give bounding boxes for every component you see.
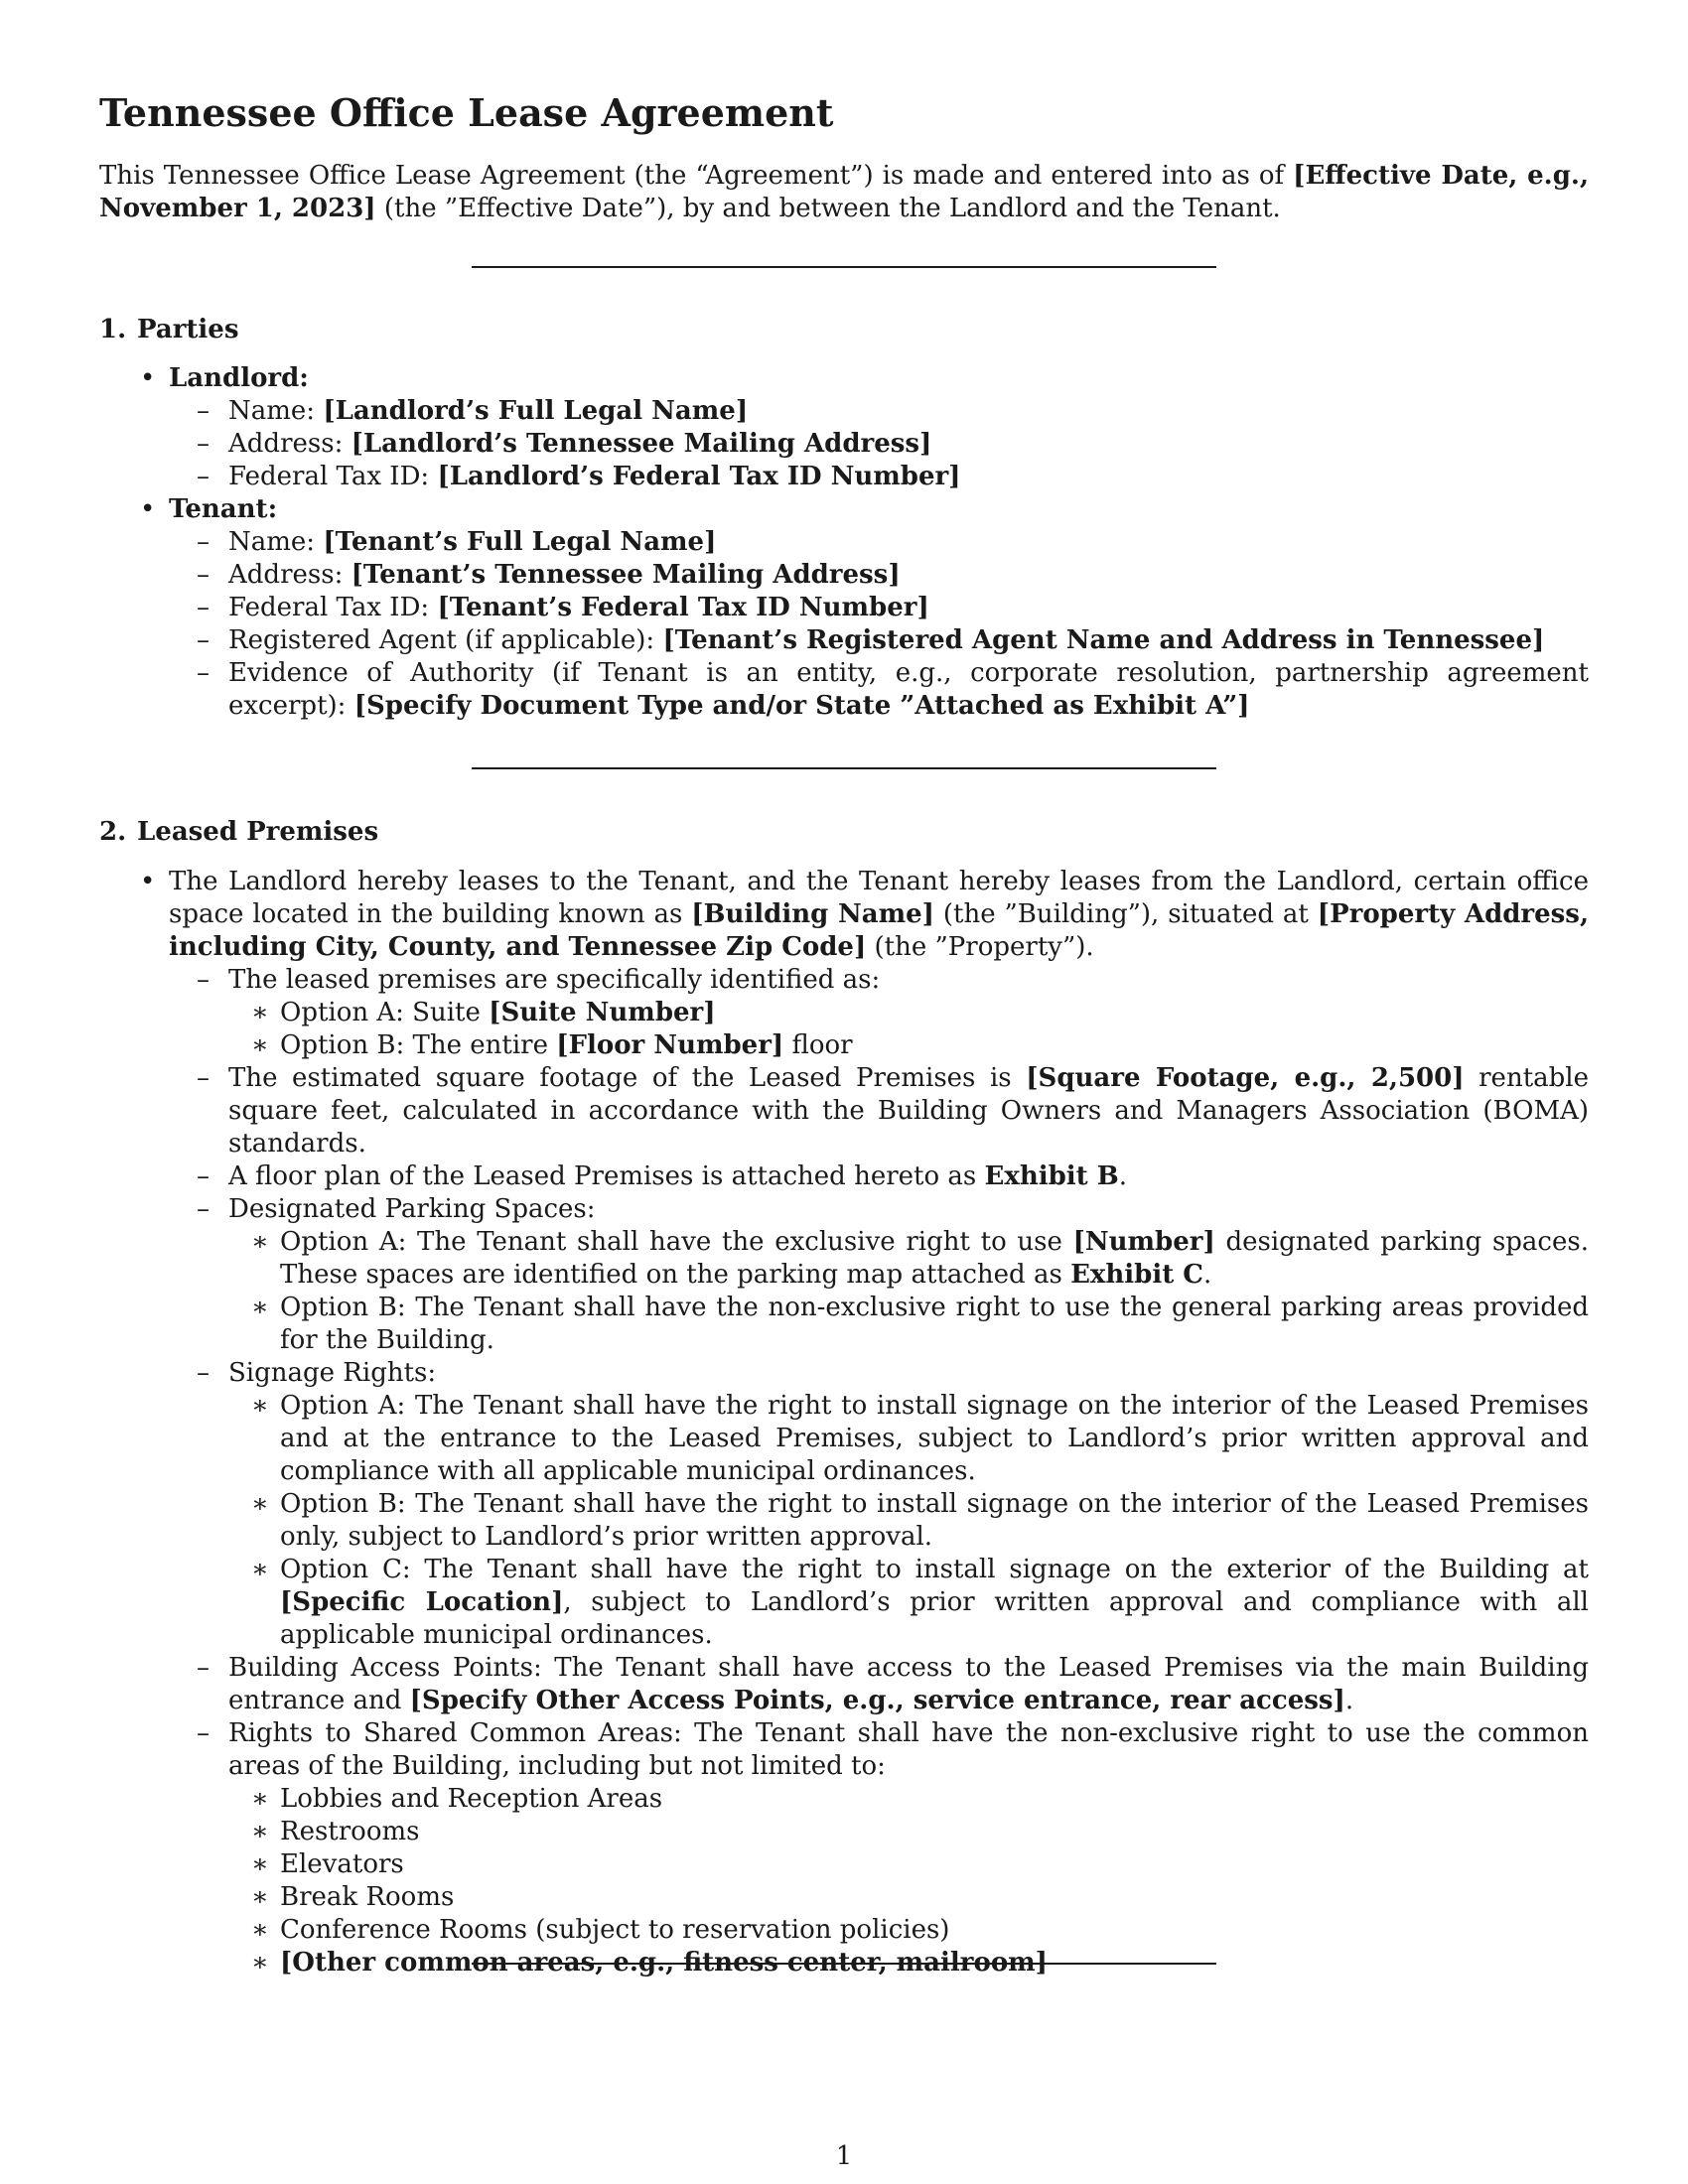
common-area-item: Restrooms (280, 1817, 420, 1846)
body-text: The Landlord hereby leases to the Tenant, and the Tenant hereby leases from the Landlord, certain office space located in the building known as (169, 867, 1589, 929)
other-common-areas-placeholder: [Other common areas, e.g., fitness center, mailroom] (280, 1948, 1048, 1978)
field-label: Evidence of Authority (if Tenant is an entity, e.g., corporate resolution, partnership agreement excerpt): (228, 658, 1589, 721)
floor-number-placeholder: [Floor Number] (556, 1030, 784, 1060)
field-placeholder: [Specify Document Type and/or State ”Attached as Exhibit A”] (353, 691, 1250, 721)
body-text: designated parking spaces. These spaces are identified on the parking map attached as (280, 1227, 1589, 1290)
star-marker: ∗ (251, 1227, 269, 1257)
list-item (99, 1554, 1589, 1652)
list-item (99, 964, 1589, 997)
list-item (99, 1357, 1589, 1390)
list-item (99, 526, 1589, 559)
body-text: Rights to Shared Common Areas: The Tenant shall have the non-exclusive right to use the common areas of the Building, including but not limited to: (228, 1718, 1589, 1781)
list-item (99, 493, 1589, 526)
body-text: , subject to Landlord’s prior written approval and compliance with all applicable municipal ordinances. (280, 1587, 1589, 1650)
building-name-placeholder: [Building Name] (691, 899, 934, 929)
horizontal-rule (472, 1963, 1216, 1965)
parties-list (99, 362, 1589, 723)
body-text: . (1344, 1686, 1354, 1715)
star-marker: ∗ (251, 1817, 269, 1846)
field-placeholder: [Landlord’s Full Legal Name] (323, 396, 749, 426)
horizontal-rule (472, 767, 1216, 769)
common-area-item: Conference Rooms (subject to reservation policies) (280, 1915, 950, 1945)
intro-text: This Tennessee Office Lease Agreement (the “Agreement”) is made and entered into as of (99, 161, 1294, 191)
dash-marker: – (197, 658, 210, 688)
field-placeholder: [Landlord’s Federal Tax ID Number] (437, 462, 961, 491)
list-item (99, 1881, 1589, 1914)
bullet-marker: • (140, 363, 156, 393)
leased-premises-list (99, 866, 1589, 1979)
list-item (99, 1848, 1589, 1881)
section-number: 2. (99, 817, 127, 847)
field-label: Name: (228, 527, 324, 557)
list-item (99, 1783, 1589, 1816)
list-item (99, 362, 1589, 395)
list-item (99, 461, 1589, 493)
body-text: Option A: The Tenant shall have the right to install signage on the interior of the Leased Premises and at the entrance to the Leased Premises, subject to Landlord’s prior written approval and compliance with all applicable municipal ordinances. (280, 1391, 1589, 1486)
star-marker: ∗ (251, 1882, 269, 1912)
section-number: 1. (99, 315, 127, 344)
body-text: (the ”Property”). (866, 932, 1094, 962)
exhibit-reference: Exhibit C (1070, 1260, 1203, 1290)
horizontal-rule (472, 266, 1216, 268)
star-marker: ∗ (251, 1784, 269, 1814)
list-item (99, 1914, 1589, 1947)
field-label: Address: (228, 429, 352, 459)
common-area-item: Break Rooms (280, 1882, 455, 1912)
body-text: . (1118, 1161, 1127, 1191)
list-item (99, 559, 1589, 592)
list-item (99, 1029, 1589, 1062)
list-item (99, 1193, 1589, 1226)
list-item (99, 1226, 1589, 1292)
dash-marker: – (197, 1358, 210, 1388)
specific-location-placeholder: [Specific Location] (280, 1587, 564, 1617)
landlord-label: Landlord: (169, 363, 309, 393)
effective-date-placeholder: [Effective Date, e.g., November 1, 2023] (99, 161, 1589, 223)
parking-number-placeholder: [Number] (1072, 1227, 1215, 1257)
document-page (99, 0, 1589, 2184)
field-placeholder: [Tenant’s Tennessee Mailing Address] (351, 560, 901, 590)
body-text: A floor plan of the Leased Premises is attached hereto as (228, 1161, 985, 1191)
field-placeholder: [Tenant’s Federal Tax ID Number] (437, 593, 929, 622)
body-text: Designated Parking Spaces: (228, 1194, 596, 1224)
tenant-label: Tenant: (169, 494, 278, 524)
list-item (99, 1390, 1589, 1488)
list-item (99, 1160, 1589, 1193)
star-marker: ∗ (251, 1391, 269, 1421)
dash-marker: – (197, 1194, 210, 1224)
intro-text: (the ”Effective Date”), by and between the Landlord and the Tenant. (375, 194, 1281, 223)
list-item (99, 592, 1589, 624)
field-placeholder: [Landlord’s Tennessee Mailing Address] (351, 429, 932, 459)
body-text: Option A: The Tenant shall have the exclusive right to use (280, 1227, 1073, 1257)
body-text: Signage Rights: (228, 1358, 437, 1388)
star-marker: ∗ (251, 998, 269, 1027)
dash-marker: – (197, 965, 210, 995)
star-marker: ∗ (251, 1948, 269, 1978)
access-points-placeholder: [Specify Other Access Points, e.g., service entrance, rear access] (409, 1686, 1345, 1715)
body-text: Option B: The Tenant shall have the right to install signage on the interior of the Leased Premises only, subject to Landlord’s prior written approval. (280, 1489, 1589, 1552)
field-placeholder: [Tenant’s Registered Agent Name and Address in Tennessee] (662, 625, 1545, 655)
common-area-item: Lobbies and Reception Areas (280, 1784, 663, 1814)
list-item (99, 657, 1589, 723)
list-item (99, 866, 1589, 964)
list-item (99, 1816, 1589, 1848)
square-footage-placeholder: [Square Footage, e.g., 2,500] (1026, 1063, 1465, 1093)
star-marker: ∗ (251, 1489, 269, 1519)
field-label: Registered Agent (if applicable): (228, 625, 663, 655)
section-heading-leased-premises (99, 816, 378, 849)
common-area-item: Elevators (280, 1849, 404, 1879)
body-text: floor (783, 1030, 853, 1060)
dash-marker: – (197, 1161, 210, 1191)
dash-marker: – (197, 625, 210, 655)
exhibit-reference: Exhibit B (984, 1161, 1119, 1191)
body-text: Option C: The Tenant shall have the right to install signage on the exterior of the Building at (280, 1555, 1589, 1584)
list-item (99, 624, 1589, 657)
intro-paragraph (99, 160, 1589, 225)
bullet-marker: • (140, 867, 156, 896)
body-text: The estimated square footage of the Leased Premises is (228, 1063, 1027, 1093)
property-address-placeholder: [Property Address, including City, County, and Tennessee Zip Code] (169, 899, 1589, 962)
list-item (99, 428, 1589, 461)
body-text: rentable square feet, calculated in accordance with the Building Owners and Managers Association (BOMA) standards. (228, 1063, 1589, 1159)
list-item (99, 1488, 1589, 1554)
star-marker: ∗ (251, 1849, 269, 1879)
field-label: Address: (228, 560, 352, 590)
field-label: Name: (228, 396, 324, 426)
star-marker: ∗ (251, 1915, 269, 1945)
body-text: Building Access Points: The Tenant shall have access to the Leased Premises via the main Building entrance and (228, 1653, 1589, 1715)
section-title: Parties (137, 315, 239, 344)
section-heading-parties (99, 314, 238, 346)
dash-marker: – (197, 560, 210, 590)
body-text: (the ”Building”), situated at (933, 899, 1318, 929)
field-label: Federal Tax ID: (228, 462, 438, 491)
list-item (99, 1062, 1589, 1160)
body-text: Option B: The Tenant shall have the non-exclusive right to use the general parking areas provided for the Building. (280, 1293, 1589, 1355)
page-number: 1 (835, 2141, 853, 2171)
dash-marker: – (197, 1063, 210, 1093)
body-text: Option A: Suite (280, 998, 490, 1027)
list-item (99, 395, 1589, 428)
section-title: Leased Premises (137, 817, 379, 847)
star-marker: ∗ (251, 1030, 269, 1060)
body-text: Option B: The entire (280, 1030, 557, 1060)
body-text: . (1202, 1260, 1212, 1290)
star-marker: ∗ (251, 1293, 269, 1322)
dash-marker: – (197, 429, 210, 459)
document-title: Tennessee Office Lease Agreement (99, 90, 834, 135)
list-item (99, 1652, 1589, 1717)
list-item (99, 1717, 1589, 1783)
list-item (99, 1292, 1589, 1357)
field-placeholder: [Tenant’s Full Legal Name] (323, 527, 717, 557)
dash-marker: – (197, 527, 210, 557)
bullet-marker: • (140, 494, 156, 524)
dash-marker: – (197, 1718, 210, 1748)
dash-marker: – (197, 1653, 210, 1683)
dash-marker: – (197, 462, 210, 491)
suite-number-placeholder: [Suite Number] (489, 998, 716, 1027)
star-marker: ∗ (251, 1555, 269, 1584)
list-item (99, 997, 1589, 1029)
dash-marker: – (197, 593, 210, 622)
field-label: Federal Tax ID: (228, 593, 438, 622)
body-text: The leased premises are specifically identified as: (228, 965, 881, 995)
dash-marker: – (197, 396, 210, 426)
